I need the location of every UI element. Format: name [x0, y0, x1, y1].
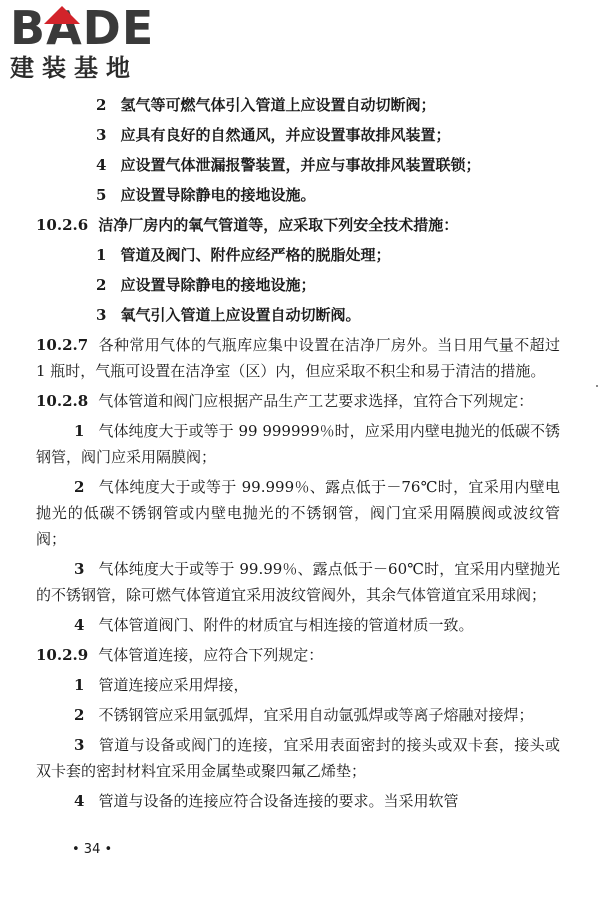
document-body [36, 92, 560, 818]
list-item: 2 氢气等可燃气体引入管道上应设置自动切断阀； [96, 96, 436, 114]
clause-10-2-8: 10.2.8 气体管道和阀门应根据产品生产工艺要求选择，宜符合下列规定： [36, 392, 534, 410]
clause-10-2-6: 10.2.6 洁净厂房内的氧气管道等，应采取下列安全技术措施： [36, 216, 459, 234]
logo-letter-b: B [10, 1, 47, 55]
logo-wordmark [10, 1, 180, 55]
logo-subtitle: 建装基地 [10, 54, 138, 82]
list-item: 1 气体纯度大于或等于 99 999999％时，应采用内壁电抛光的低碳不锈钢管，阀门应采用隔膜阀； [36, 422, 560, 466]
clause-10-2-9: 10.2.9 气体管道连接，应符合下列规定： [36, 646, 324, 664]
list-item: 4 应设置气体泄漏报警装置，并应与事故排风装置联锁； [96, 156, 481, 174]
bade-logo [10, 1, 180, 82]
list-item: 3 管道与设备或阀门的连接，宜采用表面密封的接头或双卡套，接头或双卡套的密封材料宜采用金属垫或聚四氟乙烯垫； [36, 736, 560, 780]
list-item: 2 应设置导除静电的接地设施； [96, 276, 316, 294]
scan-mark [596, 385, 598, 387]
list-item: 4 气体管道阀门、附件的材质宜与相连接的管道材质一致。 [74, 616, 474, 634]
roof-icon [44, 6, 80, 24]
page-number: • 34 • [72, 842, 113, 857]
list-item: 1 管道连接应采用焊接， [74, 676, 249, 694]
list-item: 3 应具有良好的自然通风，并应设置事故排风装置； [96, 126, 451, 144]
list-item: 4 管道与设备的连接应符合设备连接的要求。当采用软管 [74, 792, 459, 810]
logo-letter-a: A [46, 1, 83, 55]
list-item: 2 气体纯度大于或等于 99.999％、露点低于－76℃时，宜采用内壁电抛光的低碳不锈钢管或内壁电抛光的不锈钢管，阀门宜采用隔膜阀或波纹管阀； [36, 478, 560, 548]
list-item: 3 氧气引入管道上应设置自动切断阀。 [96, 306, 361, 324]
clause-10-2-7: 10.2.7 各种常用气体的气瓶库应集中设置在洁净厂房外。当日用气量不超过 1 瓶时，气瓶可设置在洁净室（区）内，但应采取不积尘和易于清洁的措施。 [36, 336, 560, 380]
list-item: 5 应设置导除静电的接地设施。 [96, 186, 316, 204]
logo-letters-de: DE [82, 1, 155, 55]
list-item: 3 气体纯度大于或等于 99.99％、露点低于－60℃时，宜采用内壁抛光的不锈钢管，除可燃气体管道宜采用波纹管阀外，其余气体管道宜采用球阀； [36, 560, 560, 604]
list-item: 1 管道及阀门、附件应经严格的脱脂处理； [96, 246, 391, 264]
list-item: 2 不锈钢管应采用氩弧焊，宜采用自动氩弧焊或等离子熔融对接焊； [74, 706, 534, 724]
